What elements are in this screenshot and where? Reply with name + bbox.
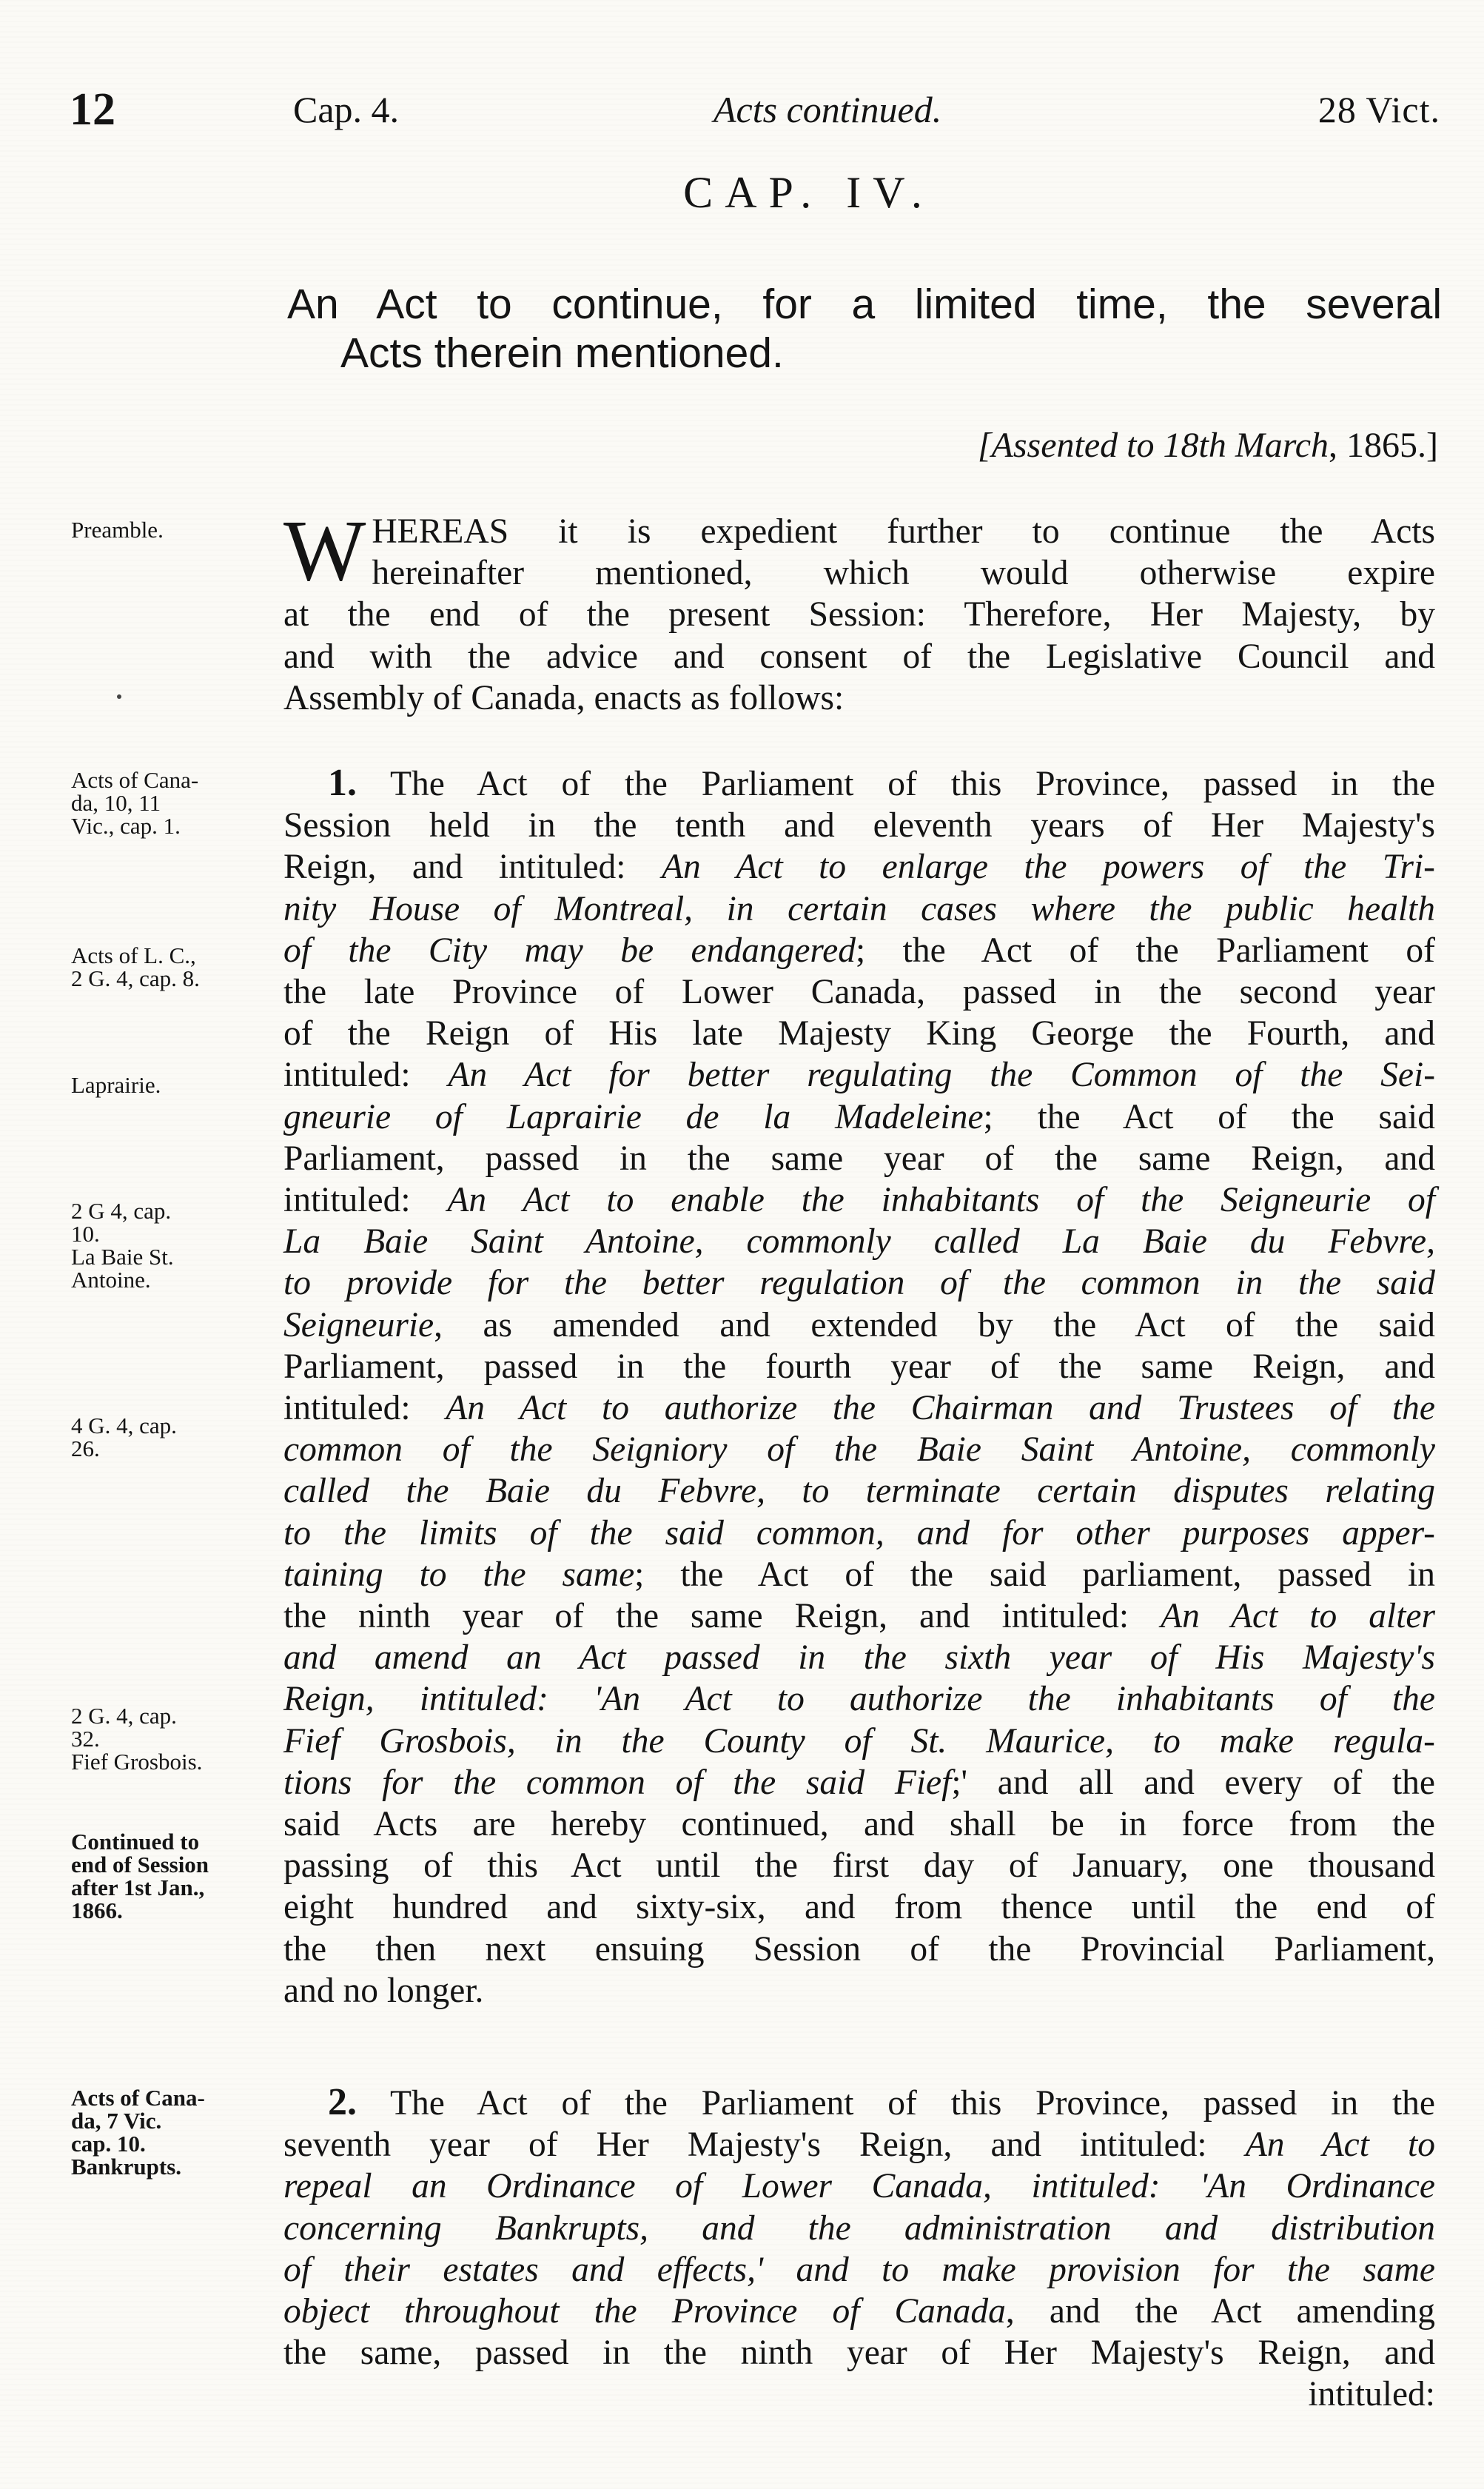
text-line (283, 1054, 1435, 1096)
text-line (283, 930, 1435, 971)
assent-suffix: , 1865.] (1329, 426, 1438, 465)
preamble-line: hereinafter mentioned, which would otherwise expire (372, 554, 1435, 593)
section-number: 1. (328, 762, 357, 804)
chapter-reference: Cap. 4. (293, 89, 400, 130)
preamble (283, 502, 1435, 719)
preamble-line: and with the advice and consent of the Legislative Council and (283, 637, 1435, 676)
italic-text: tions for the common of the said Fief (283, 1763, 952, 1802)
page-number: 12 (70, 84, 115, 135)
italic-text: object throughout the Province of Canada (283, 2292, 1006, 2331)
roman-text: ; the Act of the Parliament of (855, 931, 1435, 970)
italic-text: Fief Grosbois, in the County of St. Maurice, to make regula- (283, 1721, 1435, 1761)
italic-text: gneurie of Laprairie de la Madeleine (283, 1097, 984, 1136)
preamble-line: at the end of the present Session: Therefore, Her Majesty, by (283, 595, 1435, 634)
text-line (283, 1970, 1435, 2011)
text-line (283, 1346, 1435, 1387)
margin-note-acts-of-canada-10-11: Acts of Cana- da, 10, 11 Vic., cap. 1. (71, 767, 199, 839)
text-line (283, 1929, 1435, 1970)
running-head (70, 84, 1440, 147)
text-line (283, 1470, 1435, 1512)
text-line (283, 763, 1435, 805)
roman-text: said Acts are hereby continued, and shall be in force from the (283, 1805, 1435, 1844)
text-line (283, 1387, 1435, 1429)
margin-dot (117, 694, 121, 699)
act-title (287, 280, 1442, 378)
text-line (283, 2332, 1435, 2374)
text-line (283, 1721, 1435, 1762)
text-line (283, 2249, 1435, 2291)
italic-text: called the Baie du Febvre, to terminate certain disputes relating (283, 1472, 1435, 1511)
italic-text: An Act to authorize the Chairman and Trustees of the (446, 1389, 1435, 1428)
text-line (283, 805, 1435, 846)
text-line (283, 1554, 1435, 1595)
italic-text: An Act to (1245, 2125, 1435, 2165)
assent-date (978, 425, 1438, 466)
roman-text: eight hundred and sixty-six, and from thence until the end of (283, 1888, 1435, 1927)
italic-text: An Act to enable the inhabitants of the Seigneurie of (447, 1181, 1435, 1220)
roman-text: intituled: (283, 1056, 449, 1095)
section-2-text (283, 2082, 1435, 2416)
italic-text: of their estates and effects,' and to make provision for the same (283, 2250, 1435, 2289)
roman-text: intituled: (283, 1181, 448, 1220)
text-line (283, 1678, 1435, 1720)
text-line (283, 2124, 1435, 2165)
text-line (283, 1179, 1435, 1221)
roman-text: and no longer. (283, 1971, 484, 2010)
italic-text: of the City may be endangered (283, 931, 856, 970)
roman-text: , as amended and extended by the Act of the said (434, 1305, 1435, 1344)
roman-text: passing of this Act until the first day of January, one thousand (283, 1846, 1435, 1886)
italic-text: An Act for better regulating the Common of the Sei- (448, 1056, 1436, 1095)
section-1 (283, 763, 1435, 2011)
text-line-last: intituled: (1308, 2375, 1435, 2414)
preamble-line: Assembly of Canada, enacts as follows: (283, 678, 845, 717)
roman-text: the then next ensuing Session of the Provincial Parliament, (283, 1929, 1435, 1969)
margin-note-continued: Continued to end of Session after 1st Jan., 1866. (71, 1829, 209, 1923)
drop-cap: W (283, 502, 366, 599)
margin-note-la-baie: 2 G 4, cap. 10. La Baie St. Antoine. (71, 1198, 174, 1293)
text-line (283, 1013, 1435, 1054)
italic-text: common of the Seigniory of the Baie Saint Antoine, commonly (283, 1430, 1435, 1470)
act-title-line-2: Acts therein mentioned. (340, 329, 784, 377)
italic-text: repeal an Ordinance of Lower Canada, intituled: 'An Ordinance (283, 2167, 1435, 2206)
italic-text: taining to the same (283, 1555, 635, 1594)
text-line (283, 1845, 1435, 1886)
roman-text: Parliament, passed in the fourth year of the same Reign, and (283, 1347, 1435, 1386)
roman-text: ; the Act of the said (983, 1097, 1435, 1136)
margin-note-fief-grosbois: 2 G. 4, cap. 32. Fief Grosbois. (71, 1703, 203, 1775)
section-1-text (283, 763, 1435, 2011)
margin-note-acts-of-lc: Acts of L. C., 2 G. 4, cap. 8. (71, 942, 200, 991)
assent-prefix: [Assented to 18th March (977, 426, 1329, 465)
text-line (283, 1513, 1435, 1554)
roman-text: The Act of the Parliament of this Province, passed in the (357, 2084, 1435, 2123)
italic-text: Seigneurie (283, 1305, 434, 1344)
text-line (283, 971, 1435, 1013)
roman-text: The Act of the Parliament of this Province, passed in the (357, 765, 1435, 803)
text-line (283, 2165, 1435, 2207)
text-line (283, 1762, 1435, 1803)
roman-text: the same, passed in the ninth year of Her Majesty's Reign, and (283, 2334, 1435, 2373)
margin-note-4g4: 4 G. 4, cap. 26. (71, 1413, 177, 1461)
text-line (283, 2082, 1435, 2124)
margin-note-laprairie: Laprairie. (71, 1072, 161, 1098)
text-line (283, 1138, 1435, 1179)
text-line (283, 1637, 1435, 1678)
roman-text: seventh year of Her Majesty's Reign, and intituled: (283, 2125, 1246, 2165)
roman-text: Session held in the tenth and eleventh years of Her Majesty's (283, 806, 1435, 845)
text-line (283, 1803, 1435, 1845)
text-line (283, 846, 1435, 888)
roman-text: of the Reign of His late Majesty King George the Fourth, and (283, 1014, 1435, 1053)
text-line (283, 1096, 1435, 1138)
roman-text: , and the Act amending (1005, 2292, 1435, 2331)
text-line (283, 1304, 1435, 1346)
act-title-line-1: An Act to continue, for a limited time, the several (287, 281, 1442, 328)
running-title: Acts continued. (714, 89, 942, 130)
text-line (283, 888, 1435, 930)
italic-text: An Act to enlarge the powers of the Tri- (661, 848, 1435, 887)
italic-text: and amend an Act passed in the sixth year of His Majesty's (283, 1638, 1435, 1678)
roman-text: the ninth year of the same Reign, and intituled: (283, 1597, 1161, 1636)
roman-text: ;' and all and every of the (951, 1763, 1435, 1802)
chapter-heading: CAP. IV. (683, 168, 934, 217)
italic-text: La Baie Saint Antoine, commonly called La Baie du Febvre, (283, 1222, 1435, 1262)
preamble-text (283, 502, 1435, 719)
text-line (283, 1886, 1435, 1928)
text-line (283, 1262, 1435, 1304)
italic-text: concerning Bankrupts, and the administration and distribution (283, 2208, 1435, 2248)
italic-text: nity House of Montreal, in certain cases where the public health (283, 889, 1435, 928)
margin-note-preamble: Preamble. (71, 517, 164, 543)
text-line (283, 1595, 1435, 1637)
roman-text: Reign, and intituled: (283, 848, 662, 887)
text-line (283, 1429, 1435, 1470)
italic-text: to the limits of the said common, and for other purposes apper- (283, 1513, 1435, 1552)
section-2 (283, 2082, 1435, 2416)
section-number: 2. (328, 2081, 357, 2123)
regnal-year: 28 Vict. (1317, 89, 1440, 130)
roman-text: intituled: (283, 1389, 446, 1428)
text-line (283, 1221, 1435, 1262)
italic-text: Reign, intituled: 'An Act to authorize the inhabitants of the (283, 1680, 1435, 1719)
margin-note-bankrupts: Acts of Cana- da, 7 Vic. cap. 10. Bankrupts. (71, 2085, 205, 2180)
text-line (283, 2291, 1435, 2332)
italic-text: to provide for the better regulation of the common in the said (283, 1264, 1435, 1303)
text-line (283, 2208, 1435, 2249)
roman-text: ; the Act of the said parliament, passed in (634, 1555, 1435, 1594)
roman-text: Parliament, passed in the same year of the same Reign, and (283, 1139, 1435, 1178)
preamble-line: HEREAS it is expedient further to continue the Acts (372, 512, 1435, 551)
italic-text: An Act to alter (1161, 1597, 1435, 1636)
roman-text: the late Province of Lower Canada, passed in the second year (283, 973, 1435, 1012)
